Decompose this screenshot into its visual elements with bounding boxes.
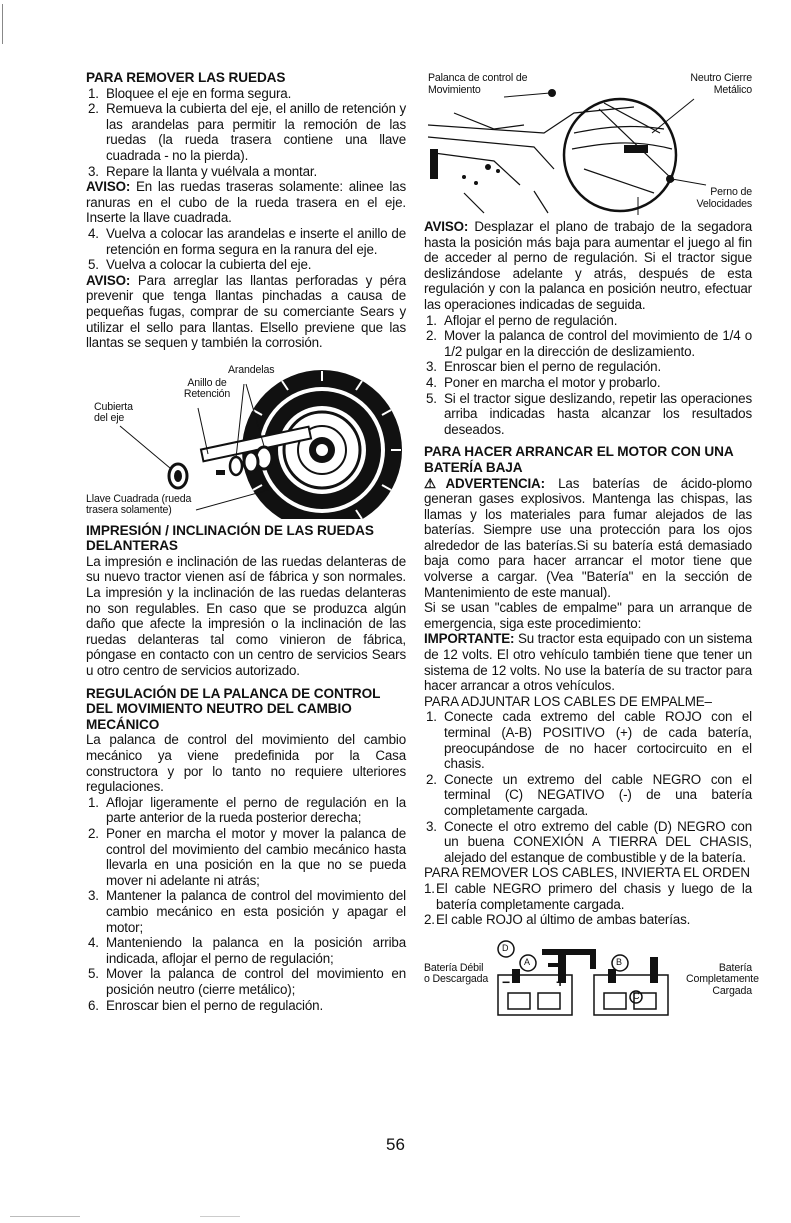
list-item: 3. Mantener la palanca de control del movimiento del cambio mecánico en esta posición y apagar el motor; <box>88 888 406 935</box>
list-item: 1. El cable NEGRO primero del chasis y luego de la batería completamente cargada. <box>424 880 752 912</box>
label-palanca: Palanca de control de Movimiento <box>428 72 528 96</box>
list-item: 1. Aflojar el perno de regulación. <box>426 312 618 328</box>
mark-a: A <box>524 956 530 967</box>
list-item: 2. Remueva la cubierta del eje, el anillo de retención y las arandelas para permitir la remoción de las ruedas (la rueda trasera contiene una llave cuadrada - no la pierda). <box>88 101 406 163</box>
list-item: 1. Conecte cada extremo del cable ROJO con el terminal (A-B) POSITIVO (+) de cada batería, preocupándose de no hacer cortocircuito en el chasis. <box>426 709 752 772</box>
regulation-steps <box>86 795 406 1013</box>
aviso-lever-section <box>424 219 752 437</box>
aviso-paragraph: AVISO: Desplazar el plano de trabajo de la segadora hasta la posición más baja para aumentar el juego al fin de acceder al perno de regulación. Si el tractor sigue deslizándose adelante y atrás, después de esta regulación y con la palanca en posición neutro, efectuar las operaciones indicadas de seguida. <box>424 219 752 312</box>
label-charged-battery: Batería Completamente Cargada <box>686 961 759 997</box>
connect-title: PARA ADJUNTAR LOS CABLES DE EMPALME– <box>424 693 712 709</box>
remove-wheels-steps <box>86 86 406 180</box>
remove-cables-steps <box>424 881 752 928</box>
battery-section <box>424 444 752 927</box>
list-item: 3. Repare la llanta y vuélvala a montar. <box>88 163 318 179</box>
lever-figure <box>424 73 752 215</box>
left-column <box>86 70 406 1020</box>
alignment-title: IMPRESIÓN / INCLINACIÓN DE LAS RUEDAS DELANTERAS <box>86 522 374 554</box>
alignment-text: La impresión e inclinación de las ruedas delanteras de su nuevo tractor vienen así de fábrica y son normales. La impresión y la inclinación de las ruedas delanteras no son regulables. En caso que se produzca algún daño que afecte la impresión o la inclinación de las ruedas delanteras tal como vinieron de fábrica, póngase en contacto con un centro de servicios Sears u otro centro de servicios autorizado. <box>86 553 406 679</box>
list-item: 2. Poner en marcha el motor y mover la palanca de control del movimiento del cambio mecánico hasta llevarla en una posición en la que no se pueda mover ni adelante ni atrás; <box>88 825 406 888</box>
right-column <box>424 72 759 1017</box>
remove-wheels-section <box>86 70 406 351</box>
list-item: 1. Bloquee el eje en forma segura. <box>88 85 292 101</box>
page-number: 56 <box>386 1135 405 1154</box>
list-item: 2. El cable ROJO al último de ambas baterías. <box>424 912 691 928</box>
mark-c: C <box>633 990 640 1001</box>
label-llave: Llave Cuadrada (rueda trasera solamente) <box>86 492 192 517</box>
jumper-intro: Si se usan "cables de empalme" para un arranque de emergencia, siga este procedimiento: <box>424 600 752 631</box>
scan-noise <box>2 4 3 44</box>
regulation-text: La palanca de control del movimiento del cambio mecánico ya viene predefinida por la Casa constructora y por lo tanto no requiere ulteriores regulaciones. <box>86 732 406 795</box>
regulation-title: REGULACIÓN DE LA PALANCA DE CONTROL DEL MOVIMIENTO NEUTRO DEL CAMBIO MECÁNICO <box>86 685 381 732</box>
list-item: 5. Vuelva a colocar la cubierta del eje. <box>88 257 312 273</box>
battery-jumper-figure <box>424 935 759 1017</box>
aviso-paragraph: AVISO: Para arreglar las llantas perforadas y péra prevenir que tenga llantas pinchadas a causa de pequeñas fugas, comprar de su comerciante Sears y utilizar el sello para llantas. Elsello previene que las llantas se sequen y también la corrosión. <box>86 272 406 351</box>
label-anillo: Anillo de Retención <box>183 376 231 401</box>
connect-steps <box>424 709 752 865</box>
mark-b: B <box>616 956 622 967</box>
warning-paragraph: ⚠ADVERTENCIA: Las baterías de ácido-plomo generan gases explosivos. Mantenga las chispas, las llamas y los materiales para fumar alejados de las baterías. Siempre use una protección para los ojos alrededor de las baterías.Si su batería está demasiado baja como para hacer arrancar el motor tiene que volverse a cargar. (Vea "Batería" en la sección de Mantenimiento de este manual). <box>424 475 752 600</box>
label-cubierta: Cubierta del eje <box>94 400 133 425</box>
label-neutro: Neutro Cierre Metálico <box>690 72 752 96</box>
regulation-section <box>86 686 406 1013</box>
list-item: 5. Mover la palanca de control del movimiento en posición neutro (cierre metálico); <box>88 966 406 997</box>
lever-steps <box>424 313 752 438</box>
list-item: 3. Conecte el otro extremo del cable (D) NEGRO con un buena CONEXIÓN A TIERRA DEL CHASIS, alejado del estanque de combustible y de la batería. <box>426 818 752 865</box>
list-item: 4. Manteniendo la palanca en la posición arriba indicada, aflojar el perno de regulación; <box>88 935 406 966</box>
plus-sign: + <box>556 973 565 990</box>
remove-cables-title: PARA REMOVER LOS CABLES, INVIERTA EL ORDEN <box>424 865 750 881</box>
list-item: 3. Enroscar bien el perno de regulación. <box>426 359 662 375</box>
wheel-assembly-figure <box>86 354 406 519</box>
warning-icon: ⚠ <box>424 475 446 491</box>
label-perno: Perno de Velocidades <box>696 186 752 210</box>
alignment-section <box>86 523 406 679</box>
aviso-paragraph: AVISO: En las ruedas traseras solamente: alinee las ranuras en el cubo de la rueda trasera en el eje. Inserte la llave cuadrada. <box>86 179 406 226</box>
list-item: 5. Si el tractor sigue deslizando, repetir las operaciones arriba indicadas hasta alcanzar los resultados deseados. <box>426 390 752 437</box>
label-weak-battery: Batería Débil o Descargada <box>424 961 489 986</box>
important-paragraph: IMPORTANTE: Su tractor esta equipado con un sistema de 12 volts. El otro vehículo también tiene que tener un sistema de 12 volts. No use la batería de su tractor para hacer arrancar a otros vehículos. <box>424 631 752 694</box>
battery-title: PARA HACER ARRANCAR EL MOTOR CON UNA BATERÍA BAJA <box>424 444 734 475</box>
minus-sign: − <box>502 973 511 990</box>
list-item: 1. Aflojar ligeramente el perno de regulación en la parte anterior de la rueda posterior derecha; <box>88 794 406 826</box>
label-arandelas: Arandelas <box>228 363 275 376</box>
list-item: 2. Conecte un extremo del cable NEGRO con el terminal (C) NEGATIVO (-) de una batería completamente cargada. <box>426 771 752 818</box>
list-item: 4. Vuelva a colocar las arandelas e inserte el anillo de retención en forma segura en la ranura del eje. <box>88 225 406 257</box>
remove-wheels-title: PARA REMOVER LAS RUEDAS <box>86 70 286 85</box>
list-item: 6. Enroscar bien el perno de regulación. <box>88 997 324 1013</box>
scan-noise <box>10 1216 80 1217</box>
list-item: 4. Poner en marcha el motor y probarlo. <box>426 374 661 390</box>
mark-d: D <box>502 942 509 953</box>
list-item: 2. Mover la palanca de control del movimiento de 1/4 o 1/2 pulgar en la dirección de deslizamiento. <box>426 328 752 359</box>
scan-noise <box>200 1216 240 1217</box>
remove-wheels-steps-cont <box>86 226 406 273</box>
